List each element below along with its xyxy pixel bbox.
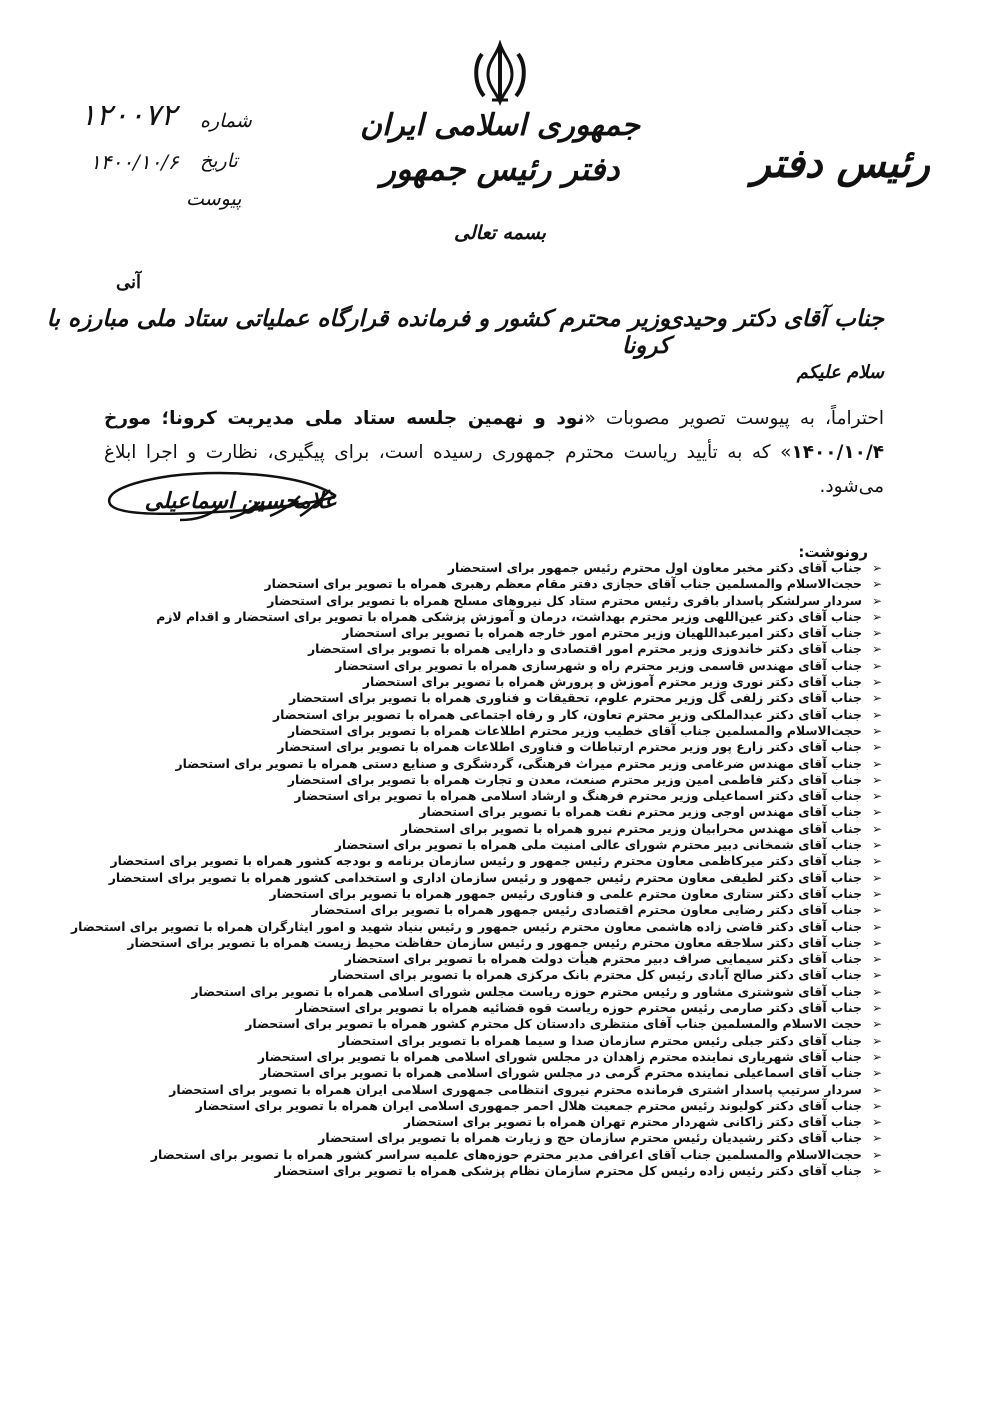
cc-item (122, 690, 882, 706)
cc-item-text: جناب آقای دکتر رشیدیان رئیس محترم سازمان حج و زیارت همراه با تصویر برای استحضار (318, 1130, 862, 1146)
attachment-label: پیوست (186, 188, 242, 210)
cc-item (122, 1000, 882, 1016)
cc-item-text: حجت‌الاسلام والمسلمین جناب آقای خطیب وزیر محترم اطلاعات همراه با تصویر برای استحضار (288, 722, 862, 738)
emblem-icon (468, 40, 532, 106)
arrow-bullet-icon: ➢ (871, 984, 882, 999)
cc-item-text: جناب آقای دکتر اسماعیلی وزیر محترم فرهنگ و ارشاد اسلامی همراه با تصویر برای استحضار (294, 788, 862, 804)
cc-item-text: جناب آقای دکتر صالح آبادی رئیس کل محترم بانک مرکزی همراه با تصویر برای استحضار (330, 967, 862, 983)
arrow-bullet-icon: ➢ (871, 1033, 882, 1048)
greeting: سلام علیکم (796, 362, 884, 383)
urgency-label: آنی (116, 272, 142, 293)
cc-item-text: جناب آقای دکتر رئیس زاده رئیس کل محترم سازمان نظام پزشکی همراه با تصویر برای استحضار (274, 1162, 862, 1178)
cc-item-text: جناب آقای دکتر زلفی گل وزیر محترم علوم، تحقیقات و فناوری همراه با تصویر برای استحضار (289, 690, 862, 706)
cc-item (122, 674, 882, 690)
cc-item (122, 707, 882, 723)
arrow-bullet-icon: ➢ (871, 789, 882, 804)
cc-item (122, 739, 882, 755)
cc-item-text: جناب آقای دکتر جبلی رئیس محترم سازمان صدا و سیما همراه با تصویر برای استحضار (338, 1032, 862, 1048)
cc-item-text: جناب آقای دکتر ستاری معاون محترم علمی و فناوری رئیس جمهور همراه با تصویر برای استحضار (269, 885, 862, 901)
cc-item (122, 576, 882, 592)
arrow-bullet-icon: ➢ (871, 1017, 882, 1032)
body-part-2: » که به تأیید ریاست محترم جمهوری رسیده است، برای پیگیری، نظارت و اجرا ابلاغ می‌شود. (104, 442, 884, 497)
arrow-bullet-icon: ➢ (871, 821, 882, 836)
arrow-bullet-icon: ➢ (871, 805, 882, 820)
arrow-bullet-icon: ➢ (871, 1131, 882, 1146)
cc-item (122, 984, 882, 1000)
cc-item-text: جناب آقای دکتر قاضی زاده هاشمی معاون محترم رئیس جمهور و رئیس بنیاد شهید و امور ایثارگران همراه با تصویر برای استحضار (71, 918, 862, 934)
cc-item (122, 886, 882, 902)
arrow-bullet-icon: ➢ (871, 691, 882, 706)
cc-item-text: جناب آقای مهندس ضرغامی وزیر محترم میراث فرهنگی، گردشگری و صنایع دستی همراه با تصویر برای استحضار (175, 755, 862, 771)
cc-item (122, 560, 882, 576)
cc-item-text: جناب آقای دکتر زارع پور وزیر محترم ارتباطات و فناوری اطلاعات همراه با تصویر برای استحضار (277, 739, 862, 755)
signature (100, 466, 340, 530)
cc-item-text: جناب آقای دکتر زاکانی شهردار محترم تهران همراه با تصویر برای استحضار (403, 1114, 862, 1130)
cc-item-text: جناب آقای دکتر میرکاظمی معاون محترم رئیس جمهور و رئیس سازمان برنامه و بودجه کشور همراه با تصویر برای استحضار (110, 853, 862, 869)
arrow-bullet-icon: ➢ (871, 952, 882, 967)
arrow-bullet-icon: ➢ (871, 1049, 882, 1064)
arrow-bullet-icon: ➢ (871, 919, 882, 934)
arrow-bullet-icon: ➢ (871, 577, 882, 592)
arrow-bullet-icon: ➢ (871, 1147, 882, 1162)
cc-item-text: جناب آقای دکتر کولیوند رئیس محترم جمعیت هلال احمر جمهوری اسلامی ایران همراه با تصویر برای استحضار (195, 1097, 862, 1113)
arrow-bullet-icon: ➢ (871, 1163, 882, 1178)
cc-list (71, 560, 882, 1179)
arrow-bullet-icon: ➢ (871, 740, 882, 755)
arrow-bullet-icon: ➢ (871, 968, 882, 983)
date-value: ۱۴۰۰/۱۰/۶ (90, 150, 179, 174)
cc-item-text: حجت الاسلام والمسلمین جناب آقای منتظری دادستان کل محترم کشور همراه با تصویر برای استحضار (245, 1016, 862, 1032)
cc-item (122, 837, 882, 853)
cc-item-text: جناب آقای دکتر لطیفی معاون محترم رئیس جمهور و رئیس سازمان اداری و استخدامی کشور همراه با تصویر برای استحضار (108, 869, 862, 885)
number-label: شماره (200, 110, 252, 132)
date-label: تاریخ (200, 150, 238, 172)
arrow-bullet-icon: ➢ (871, 658, 882, 673)
cc-item-text: جناب آقای دکتر خاندوزی وزیر محترم امور اقتصادی و دارایی همراه با تصویر برای استحضار (308, 641, 862, 657)
cc-item (122, 821, 882, 837)
cc-item (122, 1163, 882, 1179)
number-value: ۱۲۰۰۷۲ (80, 98, 177, 133)
cc-item (122, 772, 882, 788)
cc-item-text: جناب آقای دکتر عین‌اللهی وزیر محترم بهداشت، درمان و آموزش پزشکی همراه با تصویر برای استحضار و اقدام لازم (156, 608, 862, 624)
cc-item-text: جناب آقای دکتر فاطمی امین وزیر محترم صنعت، معدن و تجارت همراه با تصویر برای استحضار (287, 771, 862, 787)
body-part-1: احتراماً، به پیوست تصویر مصوبات « (584, 408, 884, 429)
arrow-bullet-icon: ➢ (871, 593, 882, 608)
cc-item-text: جناب آقای شمخانی دبیر محترم شورای عالی امنیت ملی همراه با تصویر برای استحضار (334, 837, 862, 853)
arrow-bullet-icon: ➢ (871, 723, 882, 738)
cc-item (122, 609, 882, 625)
arrow-bullet-icon: ➢ (871, 838, 882, 853)
cc-item (122, 593, 882, 609)
cc-item (122, 1033, 882, 1049)
arrow-bullet-icon: ➢ (871, 772, 882, 787)
bismillah: بسمه تعالی (454, 222, 546, 244)
cc-item (71, 918, 882, 935)
cc-item (122, 658, 882, 674)
cc-item (122, 1065, 882, 1081)
arrow-bullet-icon: ➢ (871, 707, 882, 722)
cc-item-text: جناب آقای اسماعیلی نماینده محترم گرمی در مجلس شورای اسلامی همراه با تصویر برای استحضار (260, 1065, 862, 1081)
cc-item-text: جناب آقای شوشتری مشاور و رئیس محترم حوزه ریاست مجلس شورای اسلامی همراه با تصویر برای استحضار (191, 983, 862, 999)
republic-heading: جمهوری اسلامی ایران (359, 108, 641, 143)
cc-item-text: جناب آقای مهندس قاسمی وزیر محترم راه و شهرسازی همراه با تصویر برای استحضار (335, 657, 862, 673)
cc-item-text: سردار سرتیپ پاسدار اشتری فرمانده محترم نیروی انتظامی جمهوری اسلامی ایران همراه با تصویر برای استحضار (169, 1081, 862, 1097)
cc-item-text: جناب آقای دکتر امیرعبداللهیان وزیر محترم امور خارجه همراه با تصویر برای استحضار (342, 625, 862, 641)
signature-text: غلامحسین اسماعیلی (144, 488, 336, 514)
cc-item (122, 625, 882, 641)
arrow-bullet-icon: ➢ (871, 1098, 882, 1113)
cc-item (122, 951, 882, 967)
cc-item (122, 967, 882, 983)
cc-item (122, 1114, 882, 1130)
recipient-title: وزیر محترم کشور و فرمانده قرارگاه عملیاتی ستاد ملی مبارزه با کرونا (46, 305, 670, 359)
arrow-bullet-icon: ➢ (871, 561, 882, 575)
arrow-bullet-icon: ➢ (871, 870, 882, 885)
cc-item (122, 756, 882, 772)
body-bold: نود و نهمین جلسه ستاد ملی مدیریت کرونا؛ مورخ ۱۴۰۰/۱۰/۴ (104, 408, 884, 463)
arrow-bullet-icon: ➢ (871, 903, 882, 918)
cc-item-text: سردار سرلشکر پاسدار باقری رئیس محترم ستاد کل نیروهای مسلح همراه با تصویر برای استحضار (267, 592, 862, 608)
cc-item (122, 1082, 882, 1098)
cc-item (110, 853, 882, 869)
cc-item (122, 788, 882, 804)
cc-item (108, 869, 882, 886)
arrow-bullet-icon: ➢ (871, 886, 882, 901)
arrow-bullet-icon: ➢ (871, 642, 882, 657)
cc-item (122, 1098, 882, 1114)
head-office-label: رئیس دفتر (751, 140, 930, 187)
cc-item-text: جناب آقای مهندس اوجی وزیر محترم نفت همراه با تصویر برای استحضار (419, 804, 862, 820)
cc-item-text: جناب آقای دکتر رضایی معاون محترم اقتصادی رئیس جمهور همراه با تصویر برای استحضار (311, 902, 862, 918)
cc-item (122, 1130, 882, 1146)
arrow-bullet-icon: ➢ (871, 854, 882, 869)
cc-item (122, 902, 882, 918)
arrow-bullet-icon: ➢ (871, 675, 882, 690)
cc-item-text: جناب آقای مهندس محرابیان وزیر محترم نیرو همراه با تصویر برای استحضار (400, 820, 862, 836)
cc-title: رونوشت: (798, 543, 868, 561)
office-heading: دفتر رئیس جمهور (380, 150, 620, 188)
cc-item-text: حجت‌الاسلام والمسلمین جناب آقای اعرافی مدیر محترم حوزه‌های علمیه سراسر کشور همراه با تصویر برای استحضار (150, 1146, 862, 1162)
arrow-bullet-icon: ➢ (871, 1001, 882, 1016)
arrow-bullet-icon: ➢ (871, 1115, 882, 1130)
cc-item-text: جناب آقای دکتر عبدالملکی وزیر محترم تعاون، کار و رفاه اجتماعی همراه با تصویر برای استحضار (272, 706, 862, 722)
cc-item-text: جناب آقای دکتر صارمی رئیس محترم حوزه ریاست قوه قضائیه همراه با تصویر برای استحضار (295, 1000, 862, 1016)
cc-item (122, 723, 882, 739)
arrow-bullet-icon: ➢ (871, 1082, 882, 1097)
cc-item-text: جناب آقای دکتر سیمایی صراف دبیر محترم هیأت دولت همراه با تصویر برای استحضار (344, 951, 862, 967)
recipient: جناب آقای دکتر وحیدی (664, 305, 884, 332)
cc-item (122, 641, 882, 657)
cc-item-text: جناب آقای دکتر مخبر معاون اول محترم رئیس جمهور برای استحضار (447, 560, 862, 575)
arrow-bullet-icon: ➢ (871, 609, 882, 624)
cc-item-text: جناب آقای شهریاری نماینده محترم زاهدان در مجلس شورای اسلامی همراه با تصویر برای استحضار (257, 1048, 862, 1064)
cc-item-text: جناب آقای دکتر سلاجقه معاون محترم رئیس جمهور و رئیس سازمان حفاظت محیط زیست همراه با تصویر برای استحضار (127, 934, 862, 950)
arrow-bullet-icon: ➢ (871, 756, 882, 771)
cc-item (122, 935, 882, 951)
cc-item (122, 804, 882, 820)
cc-item-text: حجت‌الاسلام والمسلمین جناب آقای حجازی دفتر مقام معظم رهبری همراه با تصویر برای استحضار (264, 576, 862, 592)
cc-item (122, 1016, 882, 1032)
arrow-bullet-icon: ➢ (871, 1066, 882, 1081)
cc-item-text: جناب آقای دکتر نوری وزیر محترم آموزش و پرورش همراه با تصویر برای استحضار (362, 674, 862, 690)
arrow-bullet-icon: ➢ (871, 935, 882, 950)
arrow-bullet-icon: ➢ (871, 626, 882, 641)
cc-item (122, 1049, 882, 1065)
cc-item (122, 1147, 882, 1163)
